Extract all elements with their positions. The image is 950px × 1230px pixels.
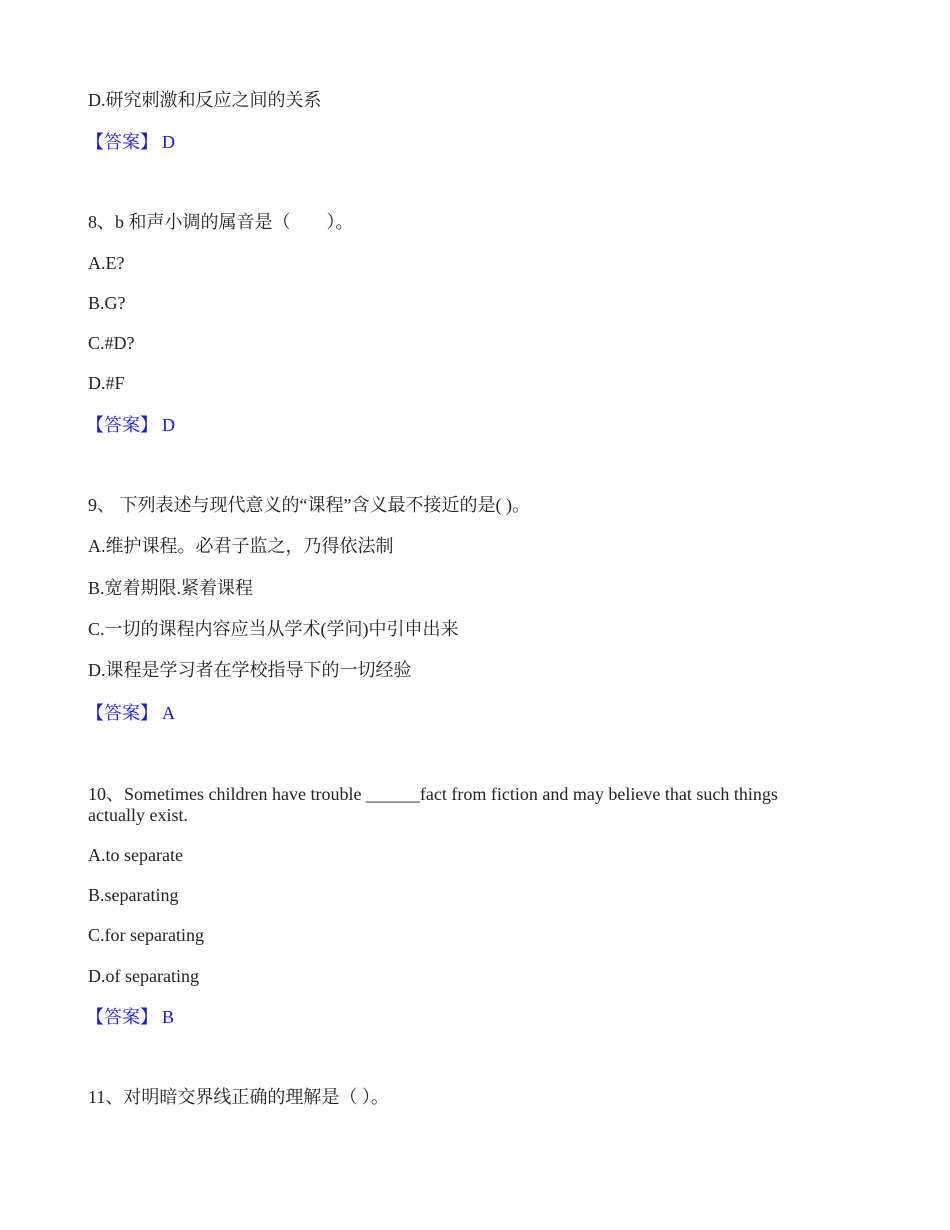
question-10-option-a: A.to separate	[88, 845, 183, 865]
answer-letter: D	[162, 415, 175, 435]
question-10-option-c: C.for separating	[88, 925, 204, 945]
question-10-option-b: B.separating	[88, 885, 179, 905]
answer-label: 【答案】	[86, 703, 158, 723]
question-8-option-b: B.G?	[88, 293, 126, 313]
question-9-answer	[86, 703, 175, 724]
question-9-option-c: C.一切的课程内容应当从学术(学问)中引申出来	[88, 619, 459, 639]
question-9-option-d: D.课程是学习者在学校指导下的一切经验	[88, 660, 412, 680]
answer-label: 【答案】	[86, 1007, 158, 1027]
answer-letter: A	[162, 703, 175, 723]
question-7-answer	[86, 132, 175, 153]
question-10-option-d: D.of separating	[88, 966, 199, 986]
question-8-stem: 8、b 和声小调的属音是（ ）。	[88, 212, 354, 232]
question-9-option-b: B.宽着期限.紧着课程	[88, 578, 254, 598]
answer-letter: B	[162, 1007, 175, 1027]
question-8-option-a: A.E?	[88, 253, 125, 273]
answer-letter: D	[162, 132, 175, 152]
question-9-stem: 9、 下列表述与现代意义的“课程”含义最不接近的是( )。	[88, 495, 530, 515]
question-10-stem: 10、Sometimes children have trouble ______fact from fiction and may believe that such things actually exist.	[88, 784, 778, 825]
question-8-option-d: D.#F	[88, 373, 125, 393]
question-8-answer	[86, 415, 175, 436]
answer-label: 【答案】	[86, 415, 158, 435]
question-10-answer	[86, 1007, 174, 1028]
question-11-stem: 11、对明暗交界线正确的理解是（ ）。	[88, 1087, 389, 1107]
question-7-option-d: D.研究刺激和反应之间的关系	[88, 90, 322, 110]
answer-label: 【答案】	[86, 132, 158, 152]
question-9-option-a: A.维护课程。必君子监之，乃得依法制	[88, 536, 394, 556]
question-8-option-c: C.#D?	[88, 333, 135, 353]
